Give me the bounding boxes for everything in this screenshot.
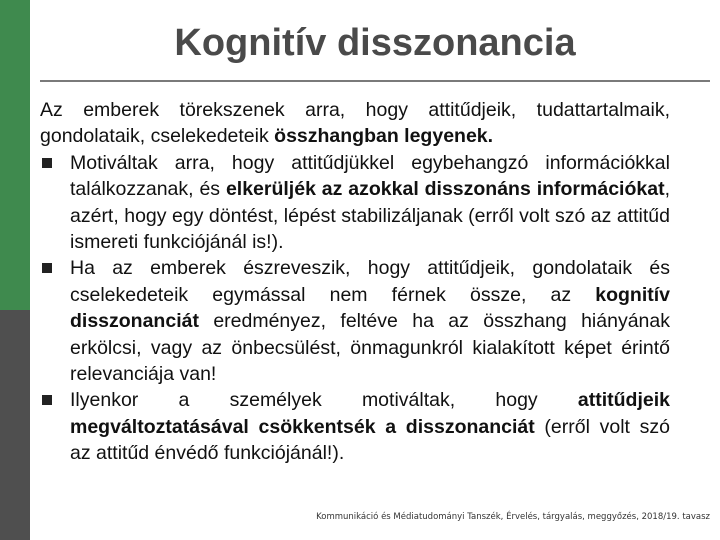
- bullet-emphasis: elkerüljék az azokkal disszonáns információkat: [225, 178, 665, 201]
- bullet-text: , azért, hogy egy döntést, lépést stabilizáljanak (erről volt szó az attitűd ismereti funkciójánál is!).: [70, 178, 670, 254]
- intro-emphasis: összhangban legyenek.: [274, 125, 494, 148]
- slide-title: Kognitív disszonancia: [174, 22, 576, 64]
- slide-body: [40, 97, 670, 467]
- square-bullet-icon: [42, 263, 52, 273]
- square-bullet-icon: [42, 158, 52, 168]
- bullet-text: Ilyenkor a személyek motiváltak, hogy: [70, 389, 578, 412]
- bullet-text: eredményez, feltéve ha az összhang hiányának erkölcsi, vagy az önbecsülést, önmagunkról kialakított képet érintő relevanciája van!: [70, 310, 670, 386]
- bullet-item: [40, 387, 670, 466]
- title-divider: [40, 80, 710, 82]
- accent-bar-dark-segment: [0, 310, 30, 540]
- bullet-emphasis: kognitív disszonanciát: [70, 283, 670, 333]
- bullet-list: [40, 150, 670, 467]
- bullet-item: [40, 255, 670, 387]
- slide-footer: Kommunikáció és Médiatudományi Tanszék, Érvelés, tárgyalás, meggyőzés, 2018/19. tavasz: [316, 512, 710, 522]
- intro-paragraph: [40, 97, 670, 150]
- left-accent-bar: [0, 0, 30, 540]
- bullet-text: (erről volt szó az attitűd énvédő funkciójánál!).: [70, 415, 670, 465]
- intro-text: Az emberek törekszenek arra, hogy attitűdjeik, tudattartalmaik, gondolataik, cselekedeteik: [40, 99, 670, 148]
- bullet-item: [40, 150, 670, 256]
- bullet-text: Motiváltak arra, hogy attitűdjükkel egybehangzó információkkal találkozzanak, és: [70, 151, 670, 201]
- accent-bar-green-segment: [0, 0, 30, 310]
- bullet-emphasis: attitűdjeik megváltoztatásával csökkentsék a disszonanciát: [70, 389, 670, 438]
- square-bullet-icon: [42, 395, 52, 405]
- bullet-text: Ha az emberek észreveszik, hogy attitűdjeik, gondolataik és cselekedeteik egymással nem férnek össze, az: [70, 257, 670, 306]
